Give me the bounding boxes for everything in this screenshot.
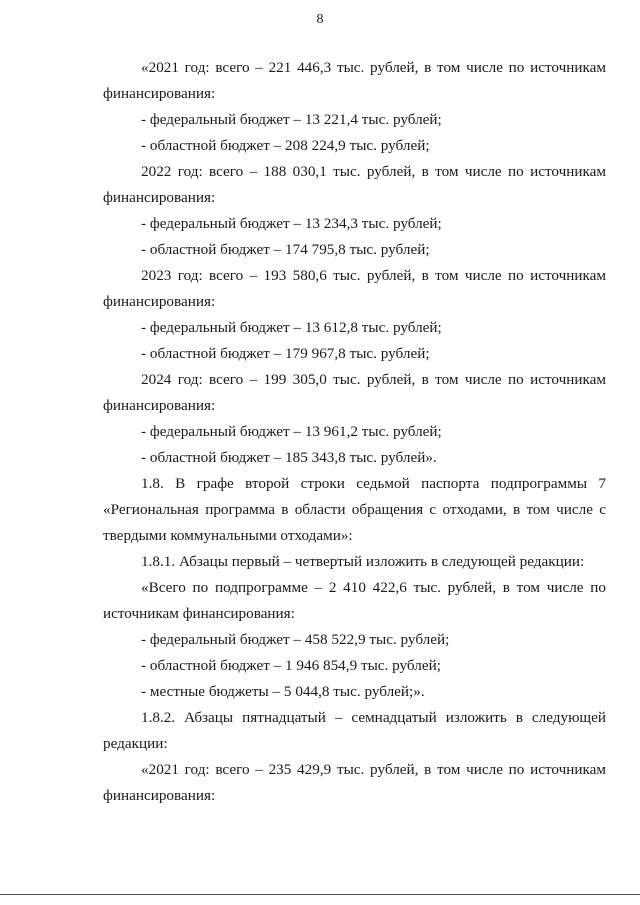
- text-line: - федеральный бюджет – 13 961,2 тыс. рублей;: [141, 423, 442, 440]
- text-line: - областной бюджет – 179 967,8 тыс. рублей;: [141, 345, 430, 362]
- text-line: - федеральный бюджет – 13 612,8 тыс. рублей;: [141, 319, 442, 336]
- text-line: - федеральный бюджет – 13 221,4 тыс. рублей;: [141, 111, 442, 128]
- text-line: - областной бюджет – 208 224,9 тыс. рублей;: [141, 137, 430, 154]
- text-line: «2021 год: всего – 221 446,3 тыс. рублей, в том числе по источникам: [141, 59, 606, 76]
- text-line: - федеральный бюджет – 458 522,9 тыс. рублей;: [141, 631, 450, 648]
- text-line: 1.8. В графе второй строки седьмой паспорта подпрограммы 7: [141, 475, 606, 492]
- text-line: «Всего по подпрограмме – 2 410 422,6 тыс. рублей, в том числе по: [141, 579, 606, 596]
- text-line: финансирования:: [103, 293, 216, 310]
- text-line: финансирования:: [103, 787, 216, 804]
- text-line: 2023 год: всего – 193 580,6 тыс. рублей, в том числе по источникам: [141, 267, 606, 284]
- text-line: 2024 год: всего – 199 305,0 тыс. рублей, в том числе по источникам: [141, 371, 606, 388]
- text-line: - областной бюджет – 174 795,8 тыс. рублей;: [141, 241, 430, 258]
- bottom-rule: [0, 894, 640, 895]
- text-line: 1.8.1. Абзацы первый – четвертый изложить в следующей редакции:: [141, 553, 585, 570]
- text-line: финансирования:: [103, 85, 216, 102]
- text-line: 2022 год: всего – 188 030,1 тыс. рублей, в том числе по источникам: [141, 163, 606, 180]
- text-line: источникам финансирования:: [103, 605, 295, 622]
- text-line: «2021 год: всего – 235 429,9 тыс. рублей, в том числе по источникам: [141, 761, 606, 778]
- text-line: финансирования:: [103, 397, 216, 414]
- text-line: твердыми коммунальными отходами»:: [103, 527, 353, 544]
- text-line: финансирования:: [103, 189, 216, 206]
- text-line: 1.8.2. Абзацы пятнадцатый – семнадцатый изложить в следующей: [141, 709, 606, 726]
- document-body: [103, 55, 606, 809]
- text-line: «Региональная программа в области обращения с отходами, в том числе с: [103, 501, 606, 518]
- text-line: - федеральный бюджет – 13 234,3 тыс. рублей;: [141, 215, 442, 232]
- text-line: - областной бюджет – 185 343,8 тыс. рублей».: [141, 449, 437, 466]
- text-line: редакции:: [103, 735, 168, 752]
- text-line: - областной бюджет – 1 946 854,9 тыс. рублей;: [141, 657, 441, 674]
- page-number: 8: [316, 12, 324, 27]
- text-line: - местные бюджеты – 5 044,8 тыс. рублей;».: [141, 683, 425, 700]
